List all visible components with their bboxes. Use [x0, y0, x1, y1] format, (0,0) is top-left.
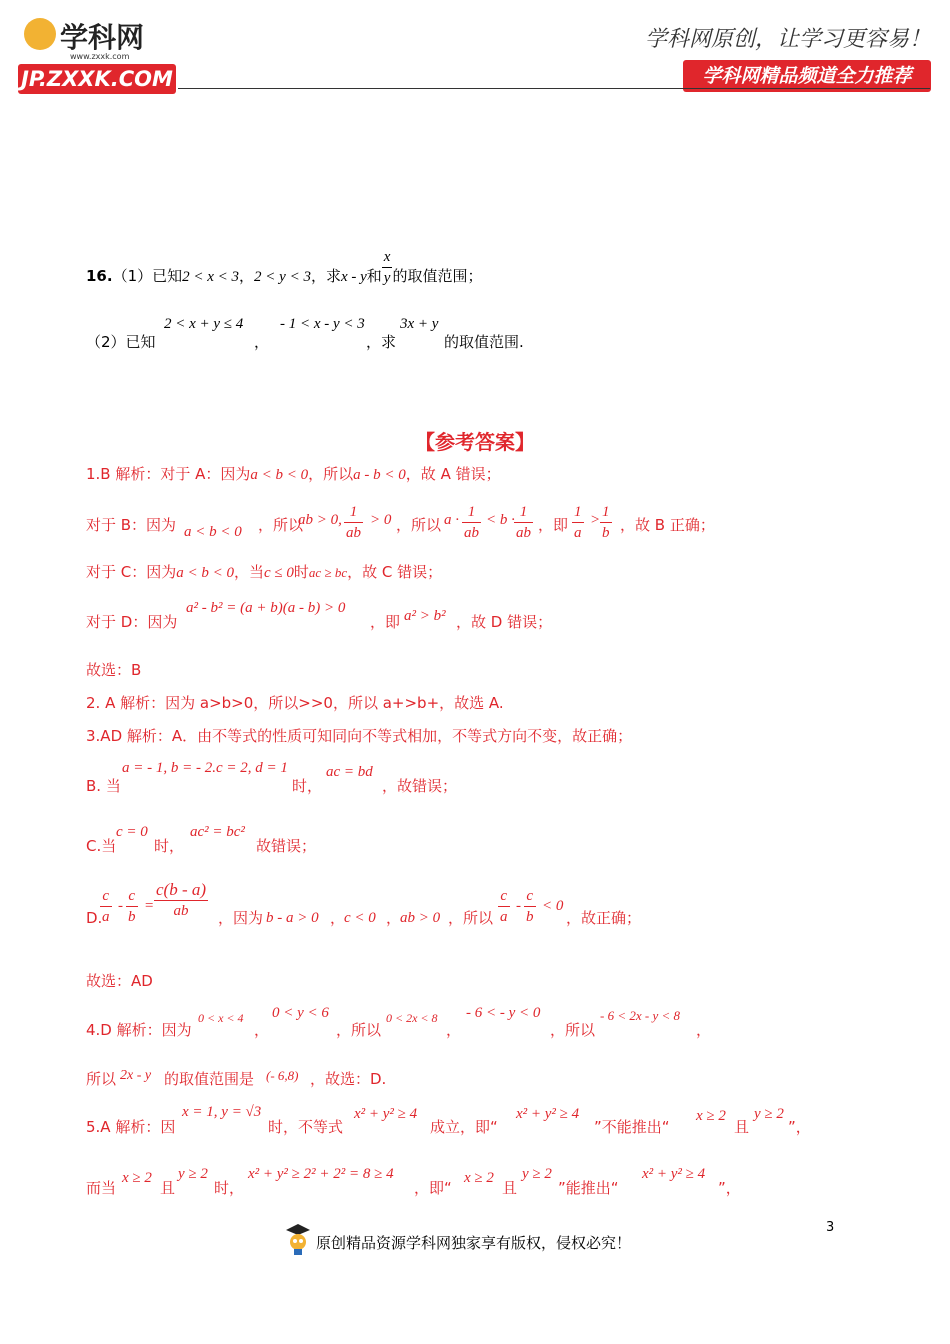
frac-den: ab	[346, 525, 361, 541]
math: (- 6,8)	[266, 1068, 299, 1083]
math: x ≥ 2	[696, 1108, 726, 1124]
header-divider	[178, 88, 930, 89]
frac-num: x	[382, 247, 393, 268]
q16-p2-expr: 3x + y	[400, 316, 439, 332]
text: ，当	[234, 563, 265, 581]
text: 成立，即“	[430, 1118, 498, 1136]
text: ，所以	[396, 516, 442, 534]
text: ，故错误；	[382, 777, 458, 795]
frac-num: 1	[514, 502, 533, 523]
text: ，故 C 错误；	[347, 563, 443, 581]
answer-1-select: 故选：B	[86, 661, 142, 679]
math: a - b < 0	[353, 467, 406, 483]
answer-1-line-2	[86, 502, 786, 544]
math: y ≥ 2	[754, 1106, 784, 1122]
frac-den: b	[602, 525, 610, 541]
answer-1-line-3	[86, 562, 442, 583]
math: x² + y² ≥ 4	[516, 1106, 580, 1122]
math: a = - 1, b = - 2.c = 2, d = 1	[122, 760, 288, 776]
answer-3-d	[86, 880, 706, 928]
q16-p1-label: （1）已知	[112, 267, 183, 285]
frac-den: a	[574, 525, 582, 541]
math: =	[144, 898, 155, 914]
text: ”能推出“	[558, 1179, 619, 1197]
text: D.	[86, 909, 103, 927]
math: < 0	[542, 898, 564, 914]
q16-p2-label: （2）已知	[86, 333, 156, 351]
fraction	[600, 502, 612, 543]
text: 对于 D：因为	[86, 613, 178, 631]
text: 时，	[292, 777, 323, 795]
math: > 0	[370, 512, 392, 528]
text: 4.D 解析：因为	[86, 1021, 192, 1039]
frac-num: 1	[600, 502, 612, 523]
frac-den: ab	[173, 903, 189, 919]
recommend-badge: 学科网精品频道全力推荐	[683, 60, 931, 92]
q16-p1-fraction	[382, 247, 393, 288]
math: a < b < 0	[184, 524, 242, 540]
logo-mascot-icon	[24, 18, 56, 50]
math: ab > 0	[400, 910, 441, 926]
math: y ≥ 2	[522, 1166, 552, 1182]
math: ac² = bc²	[190, 824, 245, 840]
text: ，所以	[550, 1021, 596, 1039]
math: 2x - y	[120, 1068, 152, 1083]
answer-2: 2. A 解析：因为 a>b>0，所以>>0，所以 a+>b+，故选 A.	[86, 694, 504, 712]
q16-and: 和	[366, 267, 382, 285]
text: ”，	[788, 1118, 811, 1136]
text: B. 当	[86, 777, 121, 795]
text: ，故 A 错误；	[405, 465, 501, 483]
q16-p1-cond1: 2 < x < 3	[182, 269, 240, 285]
math: y ≥ 2	[178, 1166, 208, 1182]
frac-num: c	[100, 886, 112, 907]
math: c < 0	[344, 910, 376, 926]
q16-ask: ，求	[310, 267, 341, 285]
text: ，因为	[218, 909, 264, 927]
text: 故错误；	[256, 837, 317, 855]
fraction	[498, 886, 510, 927]
math: a² - b² = (a + b)(a - b) > 0	[186, 600, 346, 616]
answers-title: 【参考答案】	[415, 430, 535, 454]
text: 且	[734, 1118, 750, 1136]
text: ，	[696, 1021, 712, 1039]
math: < b ·	[486, 512, 515, 528]
math: -	[118, 898, 123, 914]
math: c ≤ 0	[264, 565, 294, 581]
answer-4-line-1	[86, 1003, 726, 1043]
math: >	[590, 512, 601, 528]
q16-p1-tail: 的取值范围；	[392, 267, 483, 285]
frac-num: 1	[462, 502, 481, 523]
frac-den: y	[383, 270, 391, 286]
q16-part1	[86, 249, 483, 297]
text: 所以	[86, 1070, 117, 1088]
text: ，即“	[414, 1179, 452, 1197]
q16-p1-expr: x - y	[340, 269, 367, 285]
text: 对于 C：因为	[86, 563, 177, 581]
text: ，	[330, 909, 346, 927]
text: 且	[502, 1179, 518, 1197]
text: ，故 D 错误；	[456, 613, 553, 631]
copyright-notice: 原创精品资源学科网独家享有版权，侵权必究！	[316, 1234, 632, 1252]
text: ，所以	[448, 909, 494, 927]
fraction	[154, 880, 208, 921]
mascot-icon	[284, 1222, 312, 1256]
math: 0 < x < 4	[198, 1011, 244, 1025]
text: 的取值范围是	[164, 1070, 255, 1088]
text: 时，不等式	[268, 1118, 344, 1136]
answer-4-line-2	[86, 1066, 586, 1090]
fraction	[344, 502, 363, 543]
frac-den: b	[128, 909, 136, 925]
text: ，故 B 正确；	[620, 516, 715, 534]
text: ，	[386, 909, 402, 927]
frac-num: 1	[344, 502, 363, 523]
sep: ，	[239, 267, 255, 285]
math: -	[516, 898, 521, 914]
logo-badge: JP.ZXXK.COM	[18, 64, 176, 94]
q16-number: 16.	[86, 267, 113, 285]
text: 时，	[214, 1179, 245, 1197]
text: ，	[254, 1021, 270, 1039]
math: x = 1, y = √3	[182, 1104, 262, 1120]
logo-name: 学科网	[60, 21, 145, 54]
answer-5-line-2	[86, 1162, 786, 1202]
math: - 6 < 2x - y < 8	[600, 1008, 680, 1023]
math: ac = bd	[326, 764, 373, 780]
math: c = 0	[116, 824, 148, 840]
fraction	[514, 502, 533, 543]
math: x ≥ 2	[464, 1170, 494, 1186]
text: ，所以	[336, 1021, 382, 1039]
text: ，所以	[308, 465, 354, 483]
text: ，	[446, 1021, 462, 1039]
answer-5-line-1	[86, 1102, 846, 1142]
slogan: 学科网原创，让学习更容易！	[645, 27, 932, 52]
math: x² + y² ≥ 2² + 2² = 8 ≥ 4	[248, 1166, 394, 1182]
fraction	[100, 886, 112, 927]
q16-p2-cond2: - 1 < x - y < 3	[280, 316, 365, 332]
math: - 6 < - y < 0	[466, 1005, 541, 1021]
fraction	[126, 886, 138, 927]
frac-den: ab	[464, 525, 479, 541]
frac-num: c	[498, 886, 510, 907]
frac-den: ab	[516, 525, 531, 541]
answer-1-line-1	[86, 464, 501, 485]
answer-1-line-4	[86, 598, 686, 634]
sep: ，	[254, 333, 270, 351]
text: 且	[160, 1179, 176, 1197]
fraction	[462, 502, 481, 543]
q16-p2-tail: 的取值范围.	[444, 333, 524, 351]
text: ，所以	[258, 516, 304, 534]
math: x² + y² ≥ 4	[642, 1166, 706, 1182]
frac-den: b	[526, 909, 534, 925]
fraction	[524, 886, 536, 927]
text: 时，	[154, 837, 185, 855]
fraction	[572, 502, 584, 543]
math: 0 < y < 6	[272, 1005, 329, 1021]
text: 时	[293, 563, 309, 581]
math: 0 < 2x < 8	[386, 1011, 438, 1025]
answer-3-select: 故选：AD	[86, 972, 153, 990]
text: ”，	[718, 1179, 741, 1197]
math: b - a > 0	[266, 910, 319, 926]
q16-part2	[86, 314, 686, 354]
frac-num: 1	[572, 502, 584, 523]
math: x² + y² ≥ 4	[354, 1106, 418, 1122]
text: C.当	[86, 837, 117, 855]
text: ，即	[538, 516, 569, 534]
math: a < b < 0	[250, 467, 309, 483]
math: a² > b²	[404, 608, 446, 624]
answer-3-b	[86, 758, 686, 794]
q16-ask: ，求	[366, 333, 397, 351]
math: ab > 0,	[298, 512, 342, 528]
frac-num: c	[524, 886, 536, 907]
q16-p2-cond1: 2 < x + y ≤ 4	[164, 316, 244, 332]
text: 对于 B：因为	[86, 516, 177, 534]
frac-num: c(b - a)	[156, 880, 207, 899]
text: 而当	[86, 1179, 117, 1197]
frac-num: c	[126, 886, 138, 907]
math: a ·	[444, 512, 459, 528]
text: ，即	[370, 613, 401, 631]
text: ，故选：D.	[310, 1070, 387, 1088]
math: x ≥ 2	[122, 1170, 152, 1186]
text: 5.A 解析：因	[86, 1118, 176, 1136]
math: a < b < 0	[176, 565, 234, 581]
frac-den: a	[102, 909, 110, 925]
answer-3-c	[86, 820, 686, 856]
logo-url: www.zxxk.com	[70, 52, 130, 61]
page-number: 3	[826, 1220, 835, 1235]
text: ，故正确；	[566, 909, 642, 927]
frac-den: a	[500, 909, 508, 925]
text: 1.B 解析：对于 A：因为	[86, 465, 251, 483]
answer-3-line-1: 3.AD 解析：A．由不等式的性质可知同向不等式相加，不等式方向不变，故正确；	[86, 727, 633, 745]
math: ac ≥ bc	[308, 565, 348, 580]
q16-p1-cond2: 2 < y < 3	[254, 269, 311, 285]
text: ”不能推出“	[594, 1118, 670, 1136]
